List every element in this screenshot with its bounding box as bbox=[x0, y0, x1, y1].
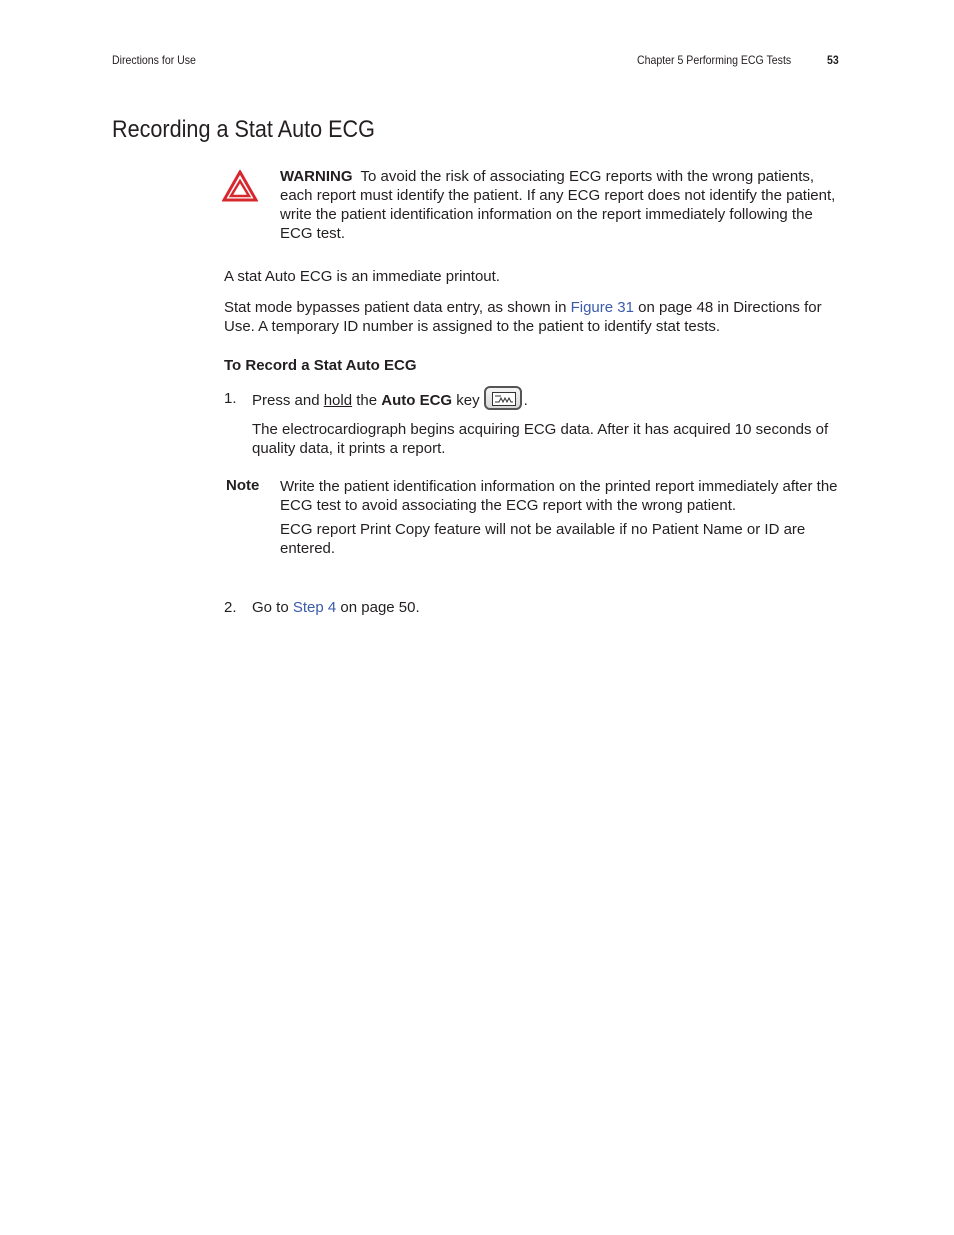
auto-ecg-key-icon bbox=[484, 386, 522, 410]
text: Go to bbox=[252, 599, 293, 616]
page-title: Recording a Stat Auto ECG bbox=[112, 116, 375, 143]
procedure-heading: To Record a Stat Auto ECG bbox=[224, 357, 417, 374]
step-text bbox=[252, 598, 420, 617]
step-1-description: The electrocardiograph begins acquiring ECG data. After it has acquired 10 seconds of quality data, it prints a report. bbox=[252, 421, 829, 457]
page-number: 53 bbox=[827, 53, 839, 67]
figure-31-link[interactable]: Figure 31 bbox=[570, 299, 634, 316]
paragraph-text: Stat mode bypasses patient data entry, as shown in bbox=[224, 299, 571, 316]
warning-label: WARNING bbox=[280, 168, 353, 185]
warning-text: To avoid the risk of associating ECG reports with the wrong patients, each report must identify the patient. If any ECG report does not identify the patient, write the patient identification information on the report immediately following the ECG test. bbox=[280, 168, 836, 242]
text: Press and bbox=[252, 391, 324, 409]
note-paragraph-2: ECG report Print Copy feature will not be available if no Patient Name or ID are entered. bbox=[280, 521, 806, 557]
running-header-right: Chapter 5 Performing ECG Tests bbox=[637, 53, 792, 67]
warning-block bbox=[280, 167, 842, 243]
ecg-wave-icon bbox=[492, 392, 516, 406]
text: . bbox=[523, 391, 528, 409]
step-number: 1. bbox=[224, 390, 237, 407]
paragraph-text: on page 48 in Directions for Use. A temporary ID number is assigned to the patient to identify stat tests. bbox=[224, 299, 822, 335]
note-label: Note bbox=[226, 477, 260, 494]
step-number: 2. bbox=[224, 599, 237, 616]
emphasis-hold: hold bbox=[323, 391, 353, 409]
step-4-link[interactable]: Step 4 bbox=[292, 599, 337, 616]
note-paragraph-1: Write the patient identification information on the printed report immediately after the ECG test to avoid associating the ECG report with the wrong patient. bbox=[280, 478, 838, 514]
text: the bbox=[352, 391, 382, 409]
step-text bbox=[252, 389, 528, 413]
text: on page 50. bbox=[336, 599, 420, 616]
stat-mode-paragraph bbox=[224, 298, 844, 336]
intro-paragraph: A stat Auto ECG is an immediate printout. bbox=[224, 268, 500, 285]
key-name: Auto ECG bbox=[381, 391, 453, 409]
running-header-left: Directions for Use bbox=[112, 53, 196, 67]
text: key bbox=[452, 391, 480, 409]
warning-triangle-icon bbox=[222, 170, 258, 202]
